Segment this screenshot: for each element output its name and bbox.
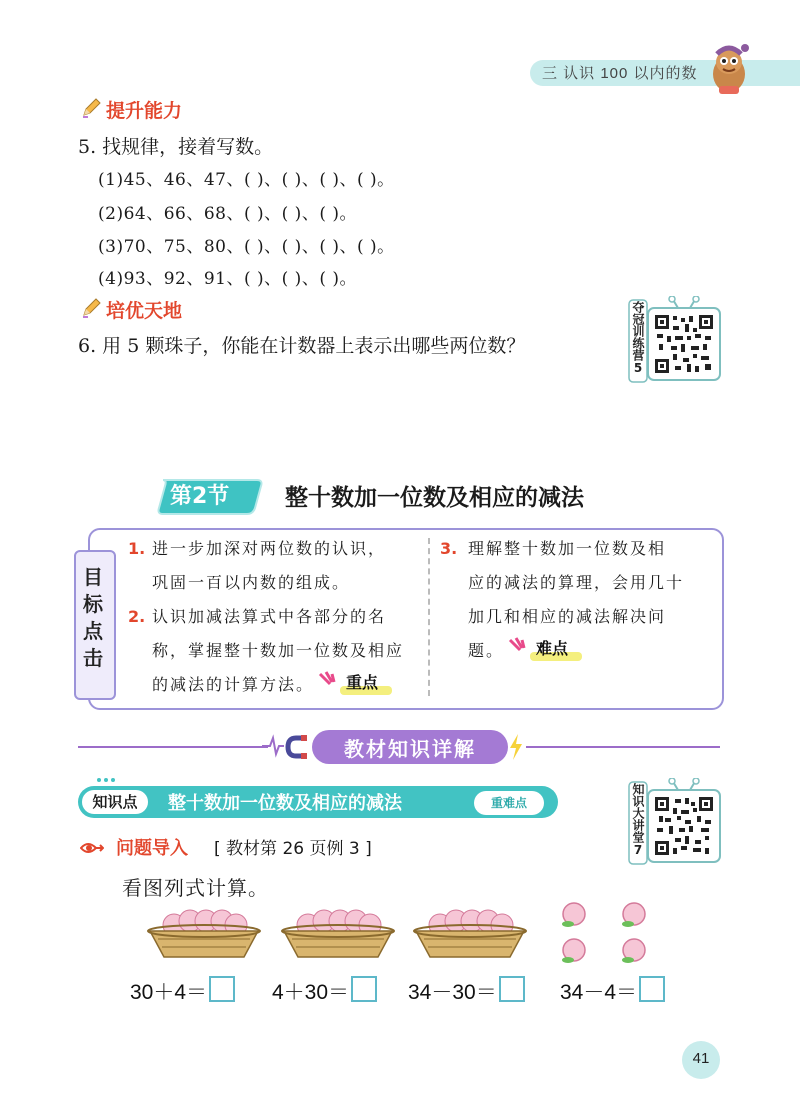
qr-label-2: 知识大讲堂7 bbox=[631, 783, 645, 857]
question-6: 6. 用 5 颗珠子，你能在计数器上表示出哪些两位数？ bbox=[78, 335, 526, 357]
spark-icon bbox=[508, 636, 530, 656]
section-badge: 第2节 bbox=[170, 484, 230, 509]
section-title: 整十数加一位数及相应的减法 bbox=[285, 485, 584, 511]
key-point-tag: 重点 bbox=[346, 673, 379, 692]
peach-basket-icon bbox=[280, 905, 396, 961]
answer-box-2[interactable] bbox=[351, 976, 377, 1002]
knowledge-title: 整十数加一位数及相应的减法 bbox=[168, 793, 402, 814]
knowledge-badge: 重难点 bbox=[474, 791, 544, 815]
dots-icon bbox=[96, 776, 116, 784]
instruction: 看图列式计算。 bbox=[122, 876, 269, 900]
qr-label-1: 夺冠训练营5 bbox=[631, 301, 645, 375]
goal-2-line-3: 的减法的计算方法。 bbox=[152, 675, 315, 694]
improve-label: 提升能力 bbox=[106, 100, 183, 122]
spark-icon bbox=[318, 670, 340, 690]
equation-4 bbox=[560, 976, 665, 1006]
knowledge-label: 知识点 bbox=[80, 788, 150, 816]
equation-2-text: 4＋30＝ bbox=[272, 981, 350, 1004]
qr-code-2[interactable] bbox=[628, 778, 724, 868]
goal-2-line-2: 称，掌握整十数加一位数及相应 bbox=[152, 641, 405, 660]
equation-1-text: 30＋4＝ bbox=[130, 981, 208, 1004]
answer-box-1[interactable] bbox=[209, 976, 235, 1002]
goal-2-line-1: 认识加减法算式中各部分的名 bbox=[152, 607, 387, 626]
answer-box-3[interactable] bbox=[499, 976, 525, 1002]
goal-1-num: 1. bbox=[128, 539, 146, 558]
equation-3 bbox=[408, 976, 525, 1006]
equation-3-text: 34－30＝ bbox=[408, 981, 497, 1004]
pattern-line-3: (3)70、75、80、( )、( )、( )、( )。 bbox=[98, 237, 395, 257]
goal-1-line-1: 进一步加深对两位数的认识， bbox=[152, 539, 387, 558]
target-tab-label: 目标点击 bbox=[83, 565, 103, 670]
goal-3-line-3: 加几和相应的减法解决问 bbox=[468, 607, 667, 626]
answer-box-4[interactable] bbox=[639, 976, 665, 1002]
goal-3-line-1: 理解整十数加一位数及相 bbox=[468, 539, 667, 558]
eye-icon bbox=[80, 839, 104, 857]
qr-code-1[interactable] bbox=[628, 296, 724, 386]
question-5: 5. 找规律，接着写数。 bbox=[78, 136, 274, 158]
equation-4-text: 34－4＝ bbox=[560, 981, 638, 1004]
mascot-icon bbox=[705, 40, 755, 96]
pattern-line-2: (2)64、66、68、( )、( )、( )。 bbox=[98, 204, 357, 224]
excel-label: 培优天地 bbox=[106, 300, 183, 322]
banner-line-left bbox=[78, 746, 268, 748]
pencil-icon bbox=[80, 97, 102, 119]
problem-ref: [ 教材第 26 页例 3 ] bbox=[214, 839, 372, 859]
equation-1 bbox=[130, 976, 235, 1006]
banner-line-right bbox=[526, 746, 720, 748]
page-number: 41 bbox=[692, 1050, 710, 1067]
difficult-tag: 难点 bbox=[536, 639, 569, 658]
goal-3-line-2: 应的减法的算理，会用几十 bbox=[468, 573, 685, 592]
pattern-line-4: (4)93、92、91、( )、( )、( )。 bbox=[98, 269, 357, 289]
pattern-line-1: (1)45、46、47、( )、( )、( )、( )。 bbox=[98, 170, 395, 190]
goal-3-line-4: 题。 bbox=[468, 641, 505, 660]
magnet-icon bbox=[262, 734, 308, 760]
problem-label: 问题导入 bbox=[116, 838, 188, 859]
four-peaches-icon bbox=[556, 896, 656, 966]
goal-2-num: 2. bbox=[128, 607, 146, 626]
goal-1-line-2: 巩固一百以内数的组成。 bbox=[152, 573, 351, 592]
goal-3-num: 3. bbox=[440, 539, 458, 558]
equation-2 bbox=[272, 976, 377, 1006]
lightning-icon bbox=[508, 734, 524, 760]
target-divider bbox=[428, 538, 430, 696]
pencil-icon bbox=[80, 297, 102, 319]
banner-title: 教材知识详解 bbox=[344, 737, 476, 761]
peach-basket-icon bbox=[146, 905, 262, 961]
peach-basket-icon bbox=[412, 905, 528, 961]
chapter-title: 三 认识 100 以内的数 bbox=[542, 65, 698, 82]
